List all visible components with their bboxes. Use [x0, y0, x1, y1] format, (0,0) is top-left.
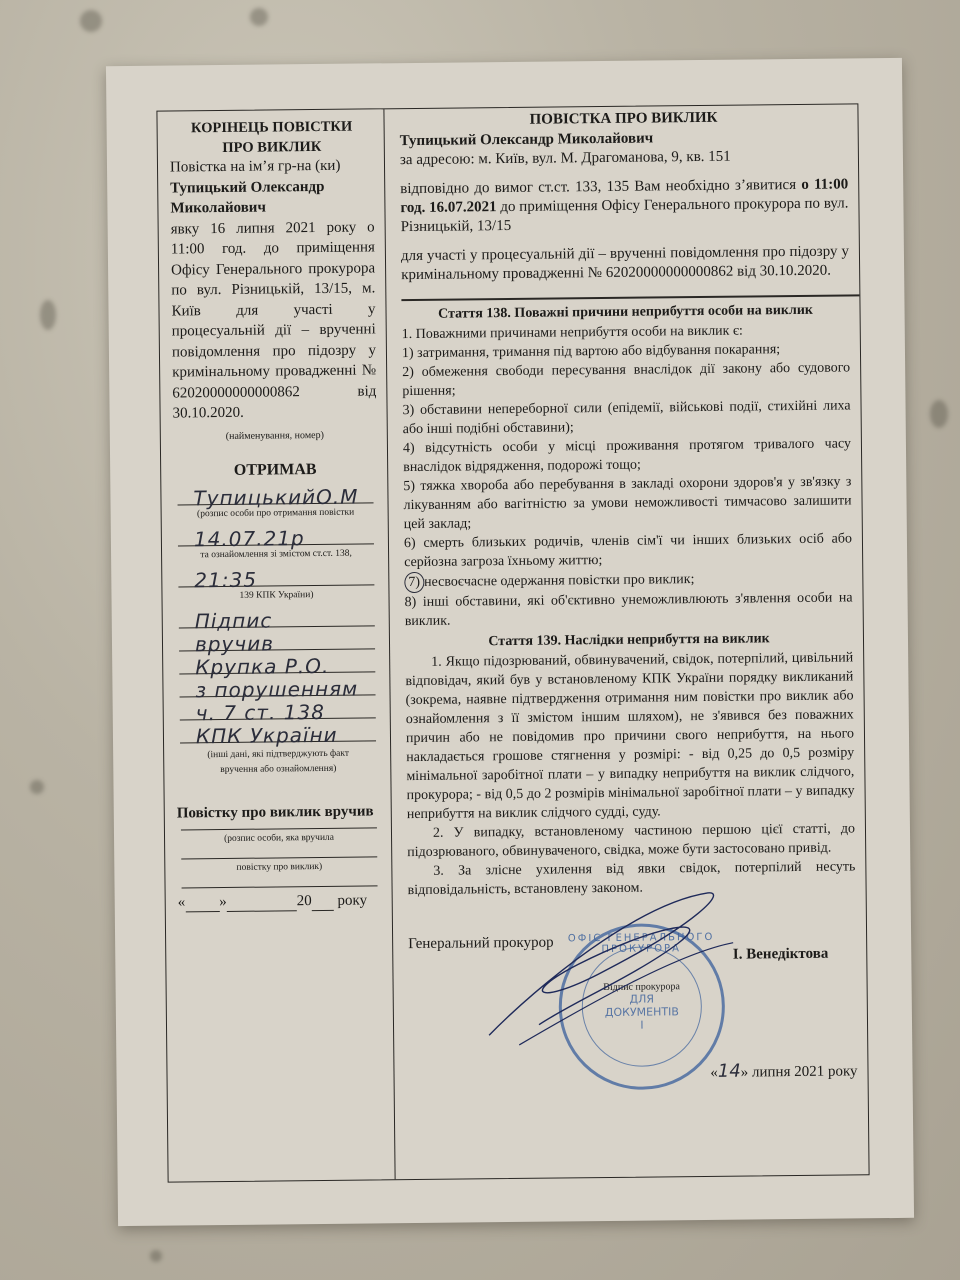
- received-label-2: та ознайомлення зі змістом ст.ст. 138,: [200, 548, 352, 560]
- section-divider: [401, 294, 859, 301]
- handwritten-day: 14: [717, 1060, 741, 1082]
- summons-requirement: відповідно до вимог ст.ст. 133, 135 Вам необхідно з’явитися о 11:00 год. 16.07.2021 до приміщення Офісу Генерального прокурора по вул. Різницькій, 13/15: [400, 176, 849, 236]
- circled-number: 7): [404, 572, 424, 593]
- article-138-item-8: 8) інші обставини, які об'єктивно унеможливлюють з'явлення особи на виклик.: [404, 590, 853, 630]
- article-138-item-3: 3) обставини непереборної сили (епідемії, військові події, стихійні лиха або інші подібні обставини);: [402, 398, 851, 438]
- article-139-title: Стаття 139. Наслідки неприбуття на виклик: [488, 631, 770, 650]
- article-138-item-7: 7) несвоєчасне одержання повістки про виклик;: [404, 567, 852, 593]
- stamp-text-2: ДОКУМЕНТІВ: [604, 1005, 679, 1020]
- handwritten-note-1: вручив: [194, 630, 275, 656]
- stub-body: явку 16 липня 2021 року о 11:00 год. до приміщення Офісу Генерального прокурора по вул. Різницькій, 13/15, м. Київ для участі у процесуальній дії – врученні повідомлення про підозру у кримінальному провадженні № 62020000000000862 від 30.10.2020.: [170, 218, 377, 422]
- year-suffix: року: [337, 892, 368, 909]
- received-time-line: [178, 562, 374, 592]
- received-date-line: [178, 521, 374, 551]
- appointment-time: о 11:00 год. 16.07.2021: [400, 176, 849, 217]
- marble-speck: [40, 300, 56, 330]
- stamp-ring-text: ОФІС ГЕНЕРАЛЬНОГО ПРОКУРОРА: [567, 931, 715, 956]
- received-label-1: (розпис особи про отримання повістки: [196, 507, 355, 519]
- handwritten-signature: Підпис: [194, 607, 273, 633]
- day-blank: [185, 894, 219, 912]
- served-by-label-2: повістку про виклик): [236, 861, 323, 873]
- date-quote-close: »: [219, 893, 227, 910]
- article-138-title: Стаття 138. Поважні причини неприбуття особи на виклик: [438, 302, 814, 322]
- handwritten-note-5: КПК України: [195, 722, 338, 748]
- served-by-line: [181, 821, 377, 830]
- article-138-item-6: 6) смерть близьких родичів, членів сім'ї чи інших близьких осіб або серйозна загроза їхньому життю;: [403, 531, 853, 571]
- summons-name: Тупицький Олександр Миколайович: [399, 130, 654, 150]
- handwritten-note-4: ч. 7 ст. 138: [195, 699, 325, 725]
- document-frame: [156, 103, 869, 1182]
- note-line-3: [179, 672, 375, 702]
- received-label-3: 139 КПК України): [239, 589, 314, 601]
- received-title: ОТРИМАВ: [233, 460, 317, 479]
- name-number-label: (найменування, номер): [225, 429, 324, 442]
- stub-name: Тупицький Олександр Миколайович: [170, 178, 325, 217]
- served-by-label-1: (розпис особи, яка вручила: [224, 832, 335, 844]
- article-139-p1: 1. Якщо підозрюваний, обвинувачений, свідок, потерпілий, цивільний відповідач, який був у встановленому КПК України порядку викликаний (зокрема, наявне підтвердження отримання ним повістки про виклик або ознайомлення з її змістом іншим шляхом), не з'явився без поважних причин або не повідомив про причини свого неприбуття, на нього накладається грошове стягнення у розмірі: - від 0,25 до 0,5 розміру мінімальної заробітної плати – у випадку неприбуття на виклик слідчого, прокурора; - від 0,5 до 2 розмірів мінімальної заробітної плати – у випадку неприбуття на виклик слідчого судді, суду.: [405, 650, 855, 823]
- stamp-text-1: ДЛЯ: [629, 992, 655, 1006]
- marble-speck: [80, 10, 102, 32]
- stub-title-2: ПРО ВИКЛИК: [222, 138, 322, 156]
- month-blank: [227, 893, 297, 912]
- marble-speck: [150, 1250, 162, 1262]
- note-line-4: [180, 695, 376, 725]
- served-by-label: Повістку про виклик вручив: [176, 802, 374, 821]
- served-date: [178, 892, 382, 912]
- year-prefix: 20: [296, 892, 312, 909]
- stub-column: [157, 109, 391, 912]
- date-quote-open: «: [177, 893, 186, 910]
- stub-title-1: КОРІНЕЦЬ ПОВІСТКИ: [190, 118, 353, 137]
- article-138-intro: 1. Поважними причинами неприбуття особи на виклик є:: [401, 323, 743, 343]
- handwritten-note-3: з порушенням: [195, 676, 359, 702]
- note-line-5: [180, 718, 376, 748]
- handwritten-name: ТупицькийО.М: [193, 484, 359, 510]
- stamp-overlay-text: Відпис прокурора: [603, 981, 681, 994]
- marble-speck: [30, 780, 44, 794]
- summons-purpose: для участі у процесуальній дії – врученні повідомлення про підозру у кримінальному провадженні № 62020000000000862 від 30.10.2020.: [400, 243, 850, 284]
- summons-title: ПОВІСТКА ПРО ВИКЛИК: [529, 109, 718, 128]
- handwritten-date: 14.07.21р: [193, 525, 305, 551]
- article-138-item-5: 5) тяжка хвороба або перебування в закладі охорони здоров'я у зв'язку з лікуванням або вагітністю за умови неможливості тимчасово залишити цей заклад;: [403, 474, 852, 533]
- handwritten-time: 21:35: [194, 567, 258, 592]
- signature-scribble-icon: [478, 883, 740, 1056]
- summons-document: [106, 58, 914, 1226]
- issue-date: «14» липня 2021 року: [710, 1060, 858, 1082]
- stub-intro: Повістка на ім’я гр-на (ки): [169, 157, 341, 176]
- article-138-item-1: 1) затримання, тримання під вартою або відбування покарання;: [401, 342, 781, 362]
- marble-speck: [250, 8, 268, 26]
- signer-name: І. Венедіктова: [732, 945, 829, 963]
- article-139-p3: 3. За злісне ухилення від явки свідок, потерпілий несуть відповідальність, встановлену законом.: [407, 859, 856, 899]
- note-line-2: [179, 649, 375, 679]
- summons-address: за адресою: м. Київ, вул. М. Драгоманова, 9, кв. 151: [399, 148, 731, 169]
- signer-position: Генеральний прокурор: [408, 934, 554, 953]
- article-138-item-2: 2) обмеження свободи пересування внаслідок дії закону або судового рішення;: [402, 360, 851, 400]
- note-line-1: [179, 626, 375, 656]
- served-by-line-3: [181, 875, 377, 888]
- signature-block: [408, 921, 858, 1082]
- article-139-p2: 2. У випадку, встановленому частиною першою цієї статті, до підозрюваного, обвинуваченого, свідка, може бути застосовано привід.: [407, 821, 856, 861]
- article-138-item-4: 4) відсутність особи у місці проживання протягом тривалого часу внаслідок відрядження, подорожі тощо;: [402, 436, 852, 476]
- marble-speck: [930, 400, 948, 428]
- other-data-label-2: вручення або ознайомлення): [220, 763, 337, 775]
- served-by-line-2: [181, 846, 377, 859]
- stamp-text-3: І: [640, 1018, 644, 1032]
- signature-line: [179, 603, 375, 633]
- year-blank: [312, 892, 334, 910]
- handwritten-note-2: Крупка Р.О.: [195, 653, 330, 679]
- other-data-label-1: (інші дані, які підтверджують факт: [207, 748, 350, 760]
- received-signature-line: [177, 480, 373, 510]
- summons-column: [385, 104, 867, 1082]
